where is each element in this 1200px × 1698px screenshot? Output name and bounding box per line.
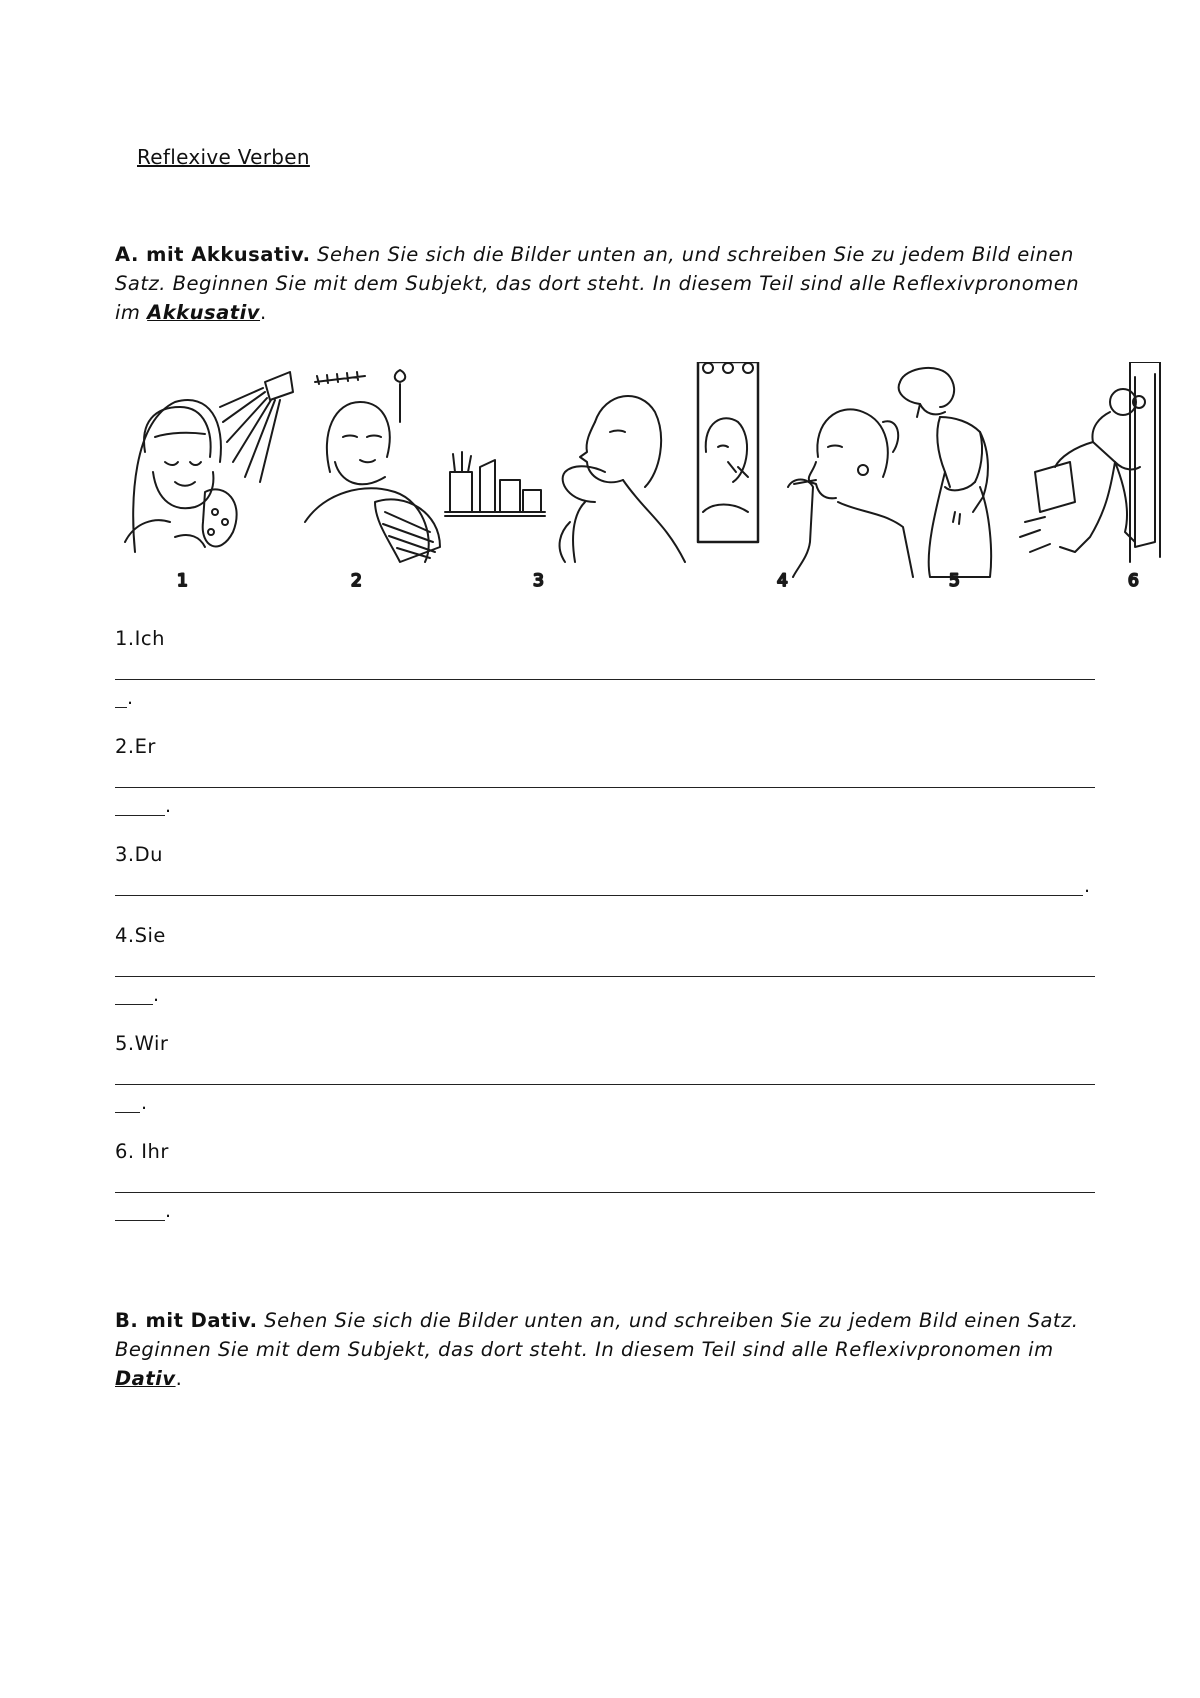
answer-line-1a[interactable] — [115, 679, 1095, 680]
section-b-case-word: Dativ — [115, 1367, 176, 1390]
section-b-period: . — [175, 1367, 183, 1390]
answer-line-2a[interactable] — [115, 787, 1095, 788]
exercise-label-2: 2.Er — [115, 735, 156, 758]
figure-number-2: 2 — [351, 571, 362, 591]
figure-3-shaving — [445, 396, 685, 562]
figure-1-showering — [125, 372, 293, 552]
exercise-label-1: 1.Ich — [115, 627, 165, 650]
figure-4-mirror — [698, 362, 913, 577]
section-b-instruction-text: Sehen Sie sich die Bilder unten an, und schreiben Sie zu jedem Bild einen Satz. Beginnen Sie mit dem Subjekt, das dort steht. In diesem Teil sind alle Reflexivpronomen im — [115, 1309, 1079, 1361]
figure-number-1: 1 — [177, 571, 188, 591]
section-a-case-word: Akkusativ — [147, 301, 261, 324]
period-5: . — [141, 1092, 148, 1114]
answer-line-6b[interactable] — [115, 1220, 165, 1221]
figure-number-5: 5 — [949, 571, 960, 591]
period-1: . — [127, 687, 134, 709]
answer-line-3[interactable] — [115, 895, 1083, 896]
answer-line-5b[interactable] — [115, 1112, 140, 1113]
exercise-label-6: 6. Ihr — [115, 1140, 169, 1163]
period-4: . — [153, 984, 160, 1006]
answer-line-4b[interactable] — [115, 1004, 153, 1005]
section-a-instructions — [115, 240, 1085, 327]
page-title: Reflexive Verben — [137, 145, 310, 169]
period-6: . — [165, 1200, 172, 1222]
figure-number-6: 6 — [1128, 571, 1139, 591]
figure-6-leaving — [1020, 362, 1160, 562]
answer-line-1b[interactable] — [115, 707, 127, 708]
section-a-heading: A. mit Akkusativ. — [115, 243, 311, 266]
exercise-label-4: 4.Sie — [115, 924, 166, 947]
reflexive-actions-illustration — [115, 362, 1165, 592]
answer-line-4a[interactable] — [115, 976, 1095, 977]
answer-line-6a[interactable] — [115, 1192, 1095, 1193]
section-a-period: . — [260, 301, 267, 324]
figure-number-4: 4 — [777, 571, 788, 591]
section-b-heading: B. mit Dativ. — [115, 1309, 258, 1332]
answer-line-5a[interactable] — [115, 1084, 1095, 1085]
section-a-instruction-text: Sehen Sie sich die Bilder unten an, und schreiben Sie zu jedem Bild einen Satz. Beginnen Sie mit dem Subjekt, das dort steht. In diesem Teil sind alle Reflexivpronomen im — [115, 243, 1080, 324]
exercise-label-3: 3.Du — [115, 843, 163, 866]
period-3: . — [1084, 875, 1091, 897]
figure-2-drying — [305, 370, 440, 562]
answer-line-2b[interactable] — [115, 815, 165, 816]
period-2: . — [165, 795, 172, 817]
figure-number-3: 3 — [533, 571, 544, 591]
illustration-strip — [115, 362, 1165, 592]
section-b-instructions — [115, 1306, 1085, 1393]
figure-5-dressing — [899, 368, 991, 577]
exercise-label-5: 5.Wir — [115, 1032, 169, 1055]
